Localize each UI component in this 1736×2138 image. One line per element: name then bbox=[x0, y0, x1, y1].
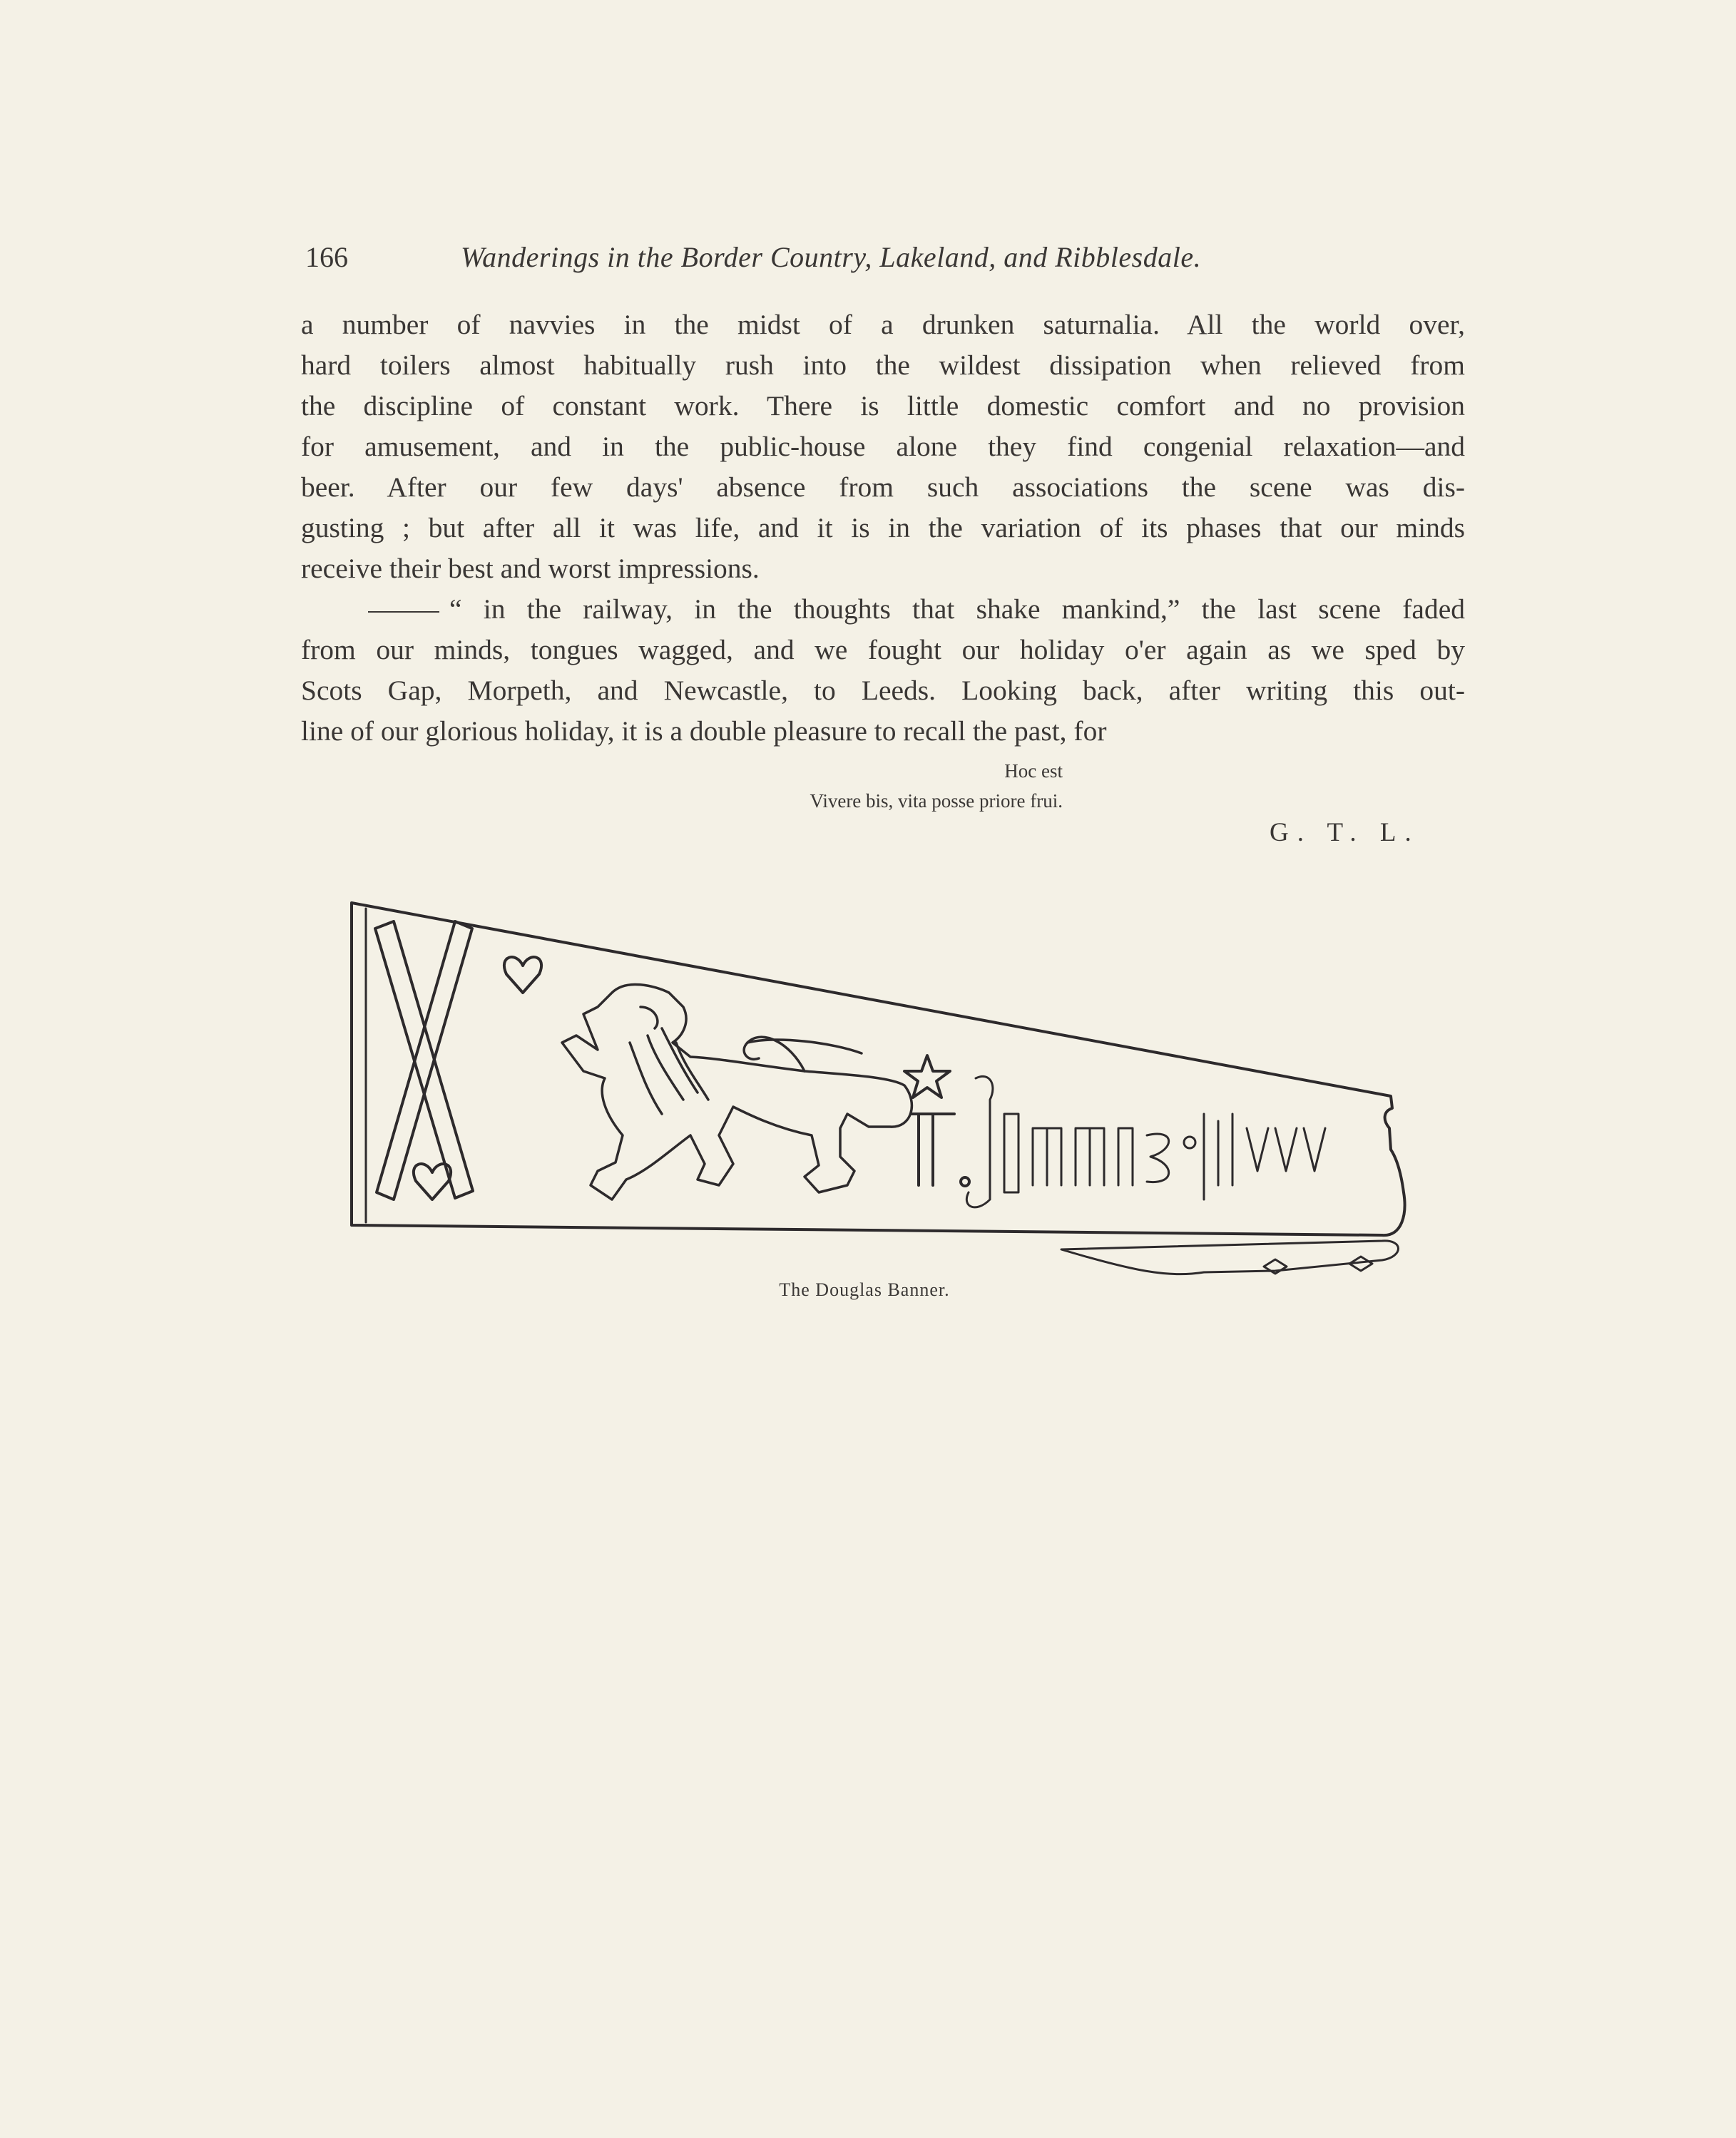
text-line: for amusement, and in the public-house alone they find congenial relaxation—and bbox=[301, 431, 1465, 462]
paragraph-1 bbox=[301, 305, 1465, 589]
running-title: Wanderings in the Border Country, Lakeland, and Ribblesdale. bbox=[461, 241, 1202, 273]
text-line: beer. After our few days' absence from such associations the scene was dis- bbox=[301, 471, 1465, 503]
saltire-cross bbox=[375, 921, 473, 1200]
text-line: the discipline of constant work. There is little domestic comfort and no provision bbox=[301, 390, 1465, 421]
star-icon bbox=[904, 1055, 950, 1098]
em-rule bbox=[368, 611, 439, 613]
text-line: line of our glorious holiday, it is a double pleasure to recall the past, for bbox=[301, 715, 1107, 747]
quote-line-2: Vivere bis, vita posse priore frui. bbox=[810, 790, 1063, 812]
author-initials: G. T. L. bbox=[1270, 818, 1420, 847]
text-line: a number of navvies in the midst of a drunken saturnalia. All the world over, bbox=[301, 309, 1465, 340]
text-line-content: “ in the railway, in the thoughts that shake mankind,” the last scene faded bbox=[449, 593, 1465, 625]
blackletter-motto bbox=[966, 1076, 1325, 1207]
douglas-banner-illustration bbox=[348, 900, 1418, 1294]
quote-line-1: Hoc est bbox=[1004, 760, 1063, 782]
banner-streamer bbox=[1061, 1241, 1399, 1274]
figure-caption: The Douglas Banner. bbox=[779, 1279, 950, 1300]
page-number: 166 bbox=[305, 241, 348, 273]
text-line: from our minds, tongues wagged, and we fought our holiday o'er again as we sped by bbox=[301, 634, 1465, 665]
heart-icon bbox=[504, 957, 541, 993]
text-line: Scots Gap, Morpeth, and Newcastle, to Leeds. Looking back, after writing this out- bbox=[301, 675, 1465, 706]
letter-t bbox=[912, 1114, 954, 1185]
lion-icon bbox=[562, 984, 912, 1200]
text-line bbox=[301, 589, 1465, 630]
text-line: gusting ; but after all it was life, and it is in the variation of its phases that our minds bbox=[301, 512, 1465, 543]
paragraph-2 bbox=[301, 589, 1465, 752]
text-line: hard toilers almost habitually rush into the wildest dissipation when relieved from bbox=[301, 349, 1465, 381]
latin-quotation bbox=[642, 756, 1063, 816]
body-text bbox=[301, 305, 1465, 752]
banner-outline bbox=[352, 903, 1404, 1235]
text-line: receive their best and worst impressions. bbox=[301, 553, 760, 584]
